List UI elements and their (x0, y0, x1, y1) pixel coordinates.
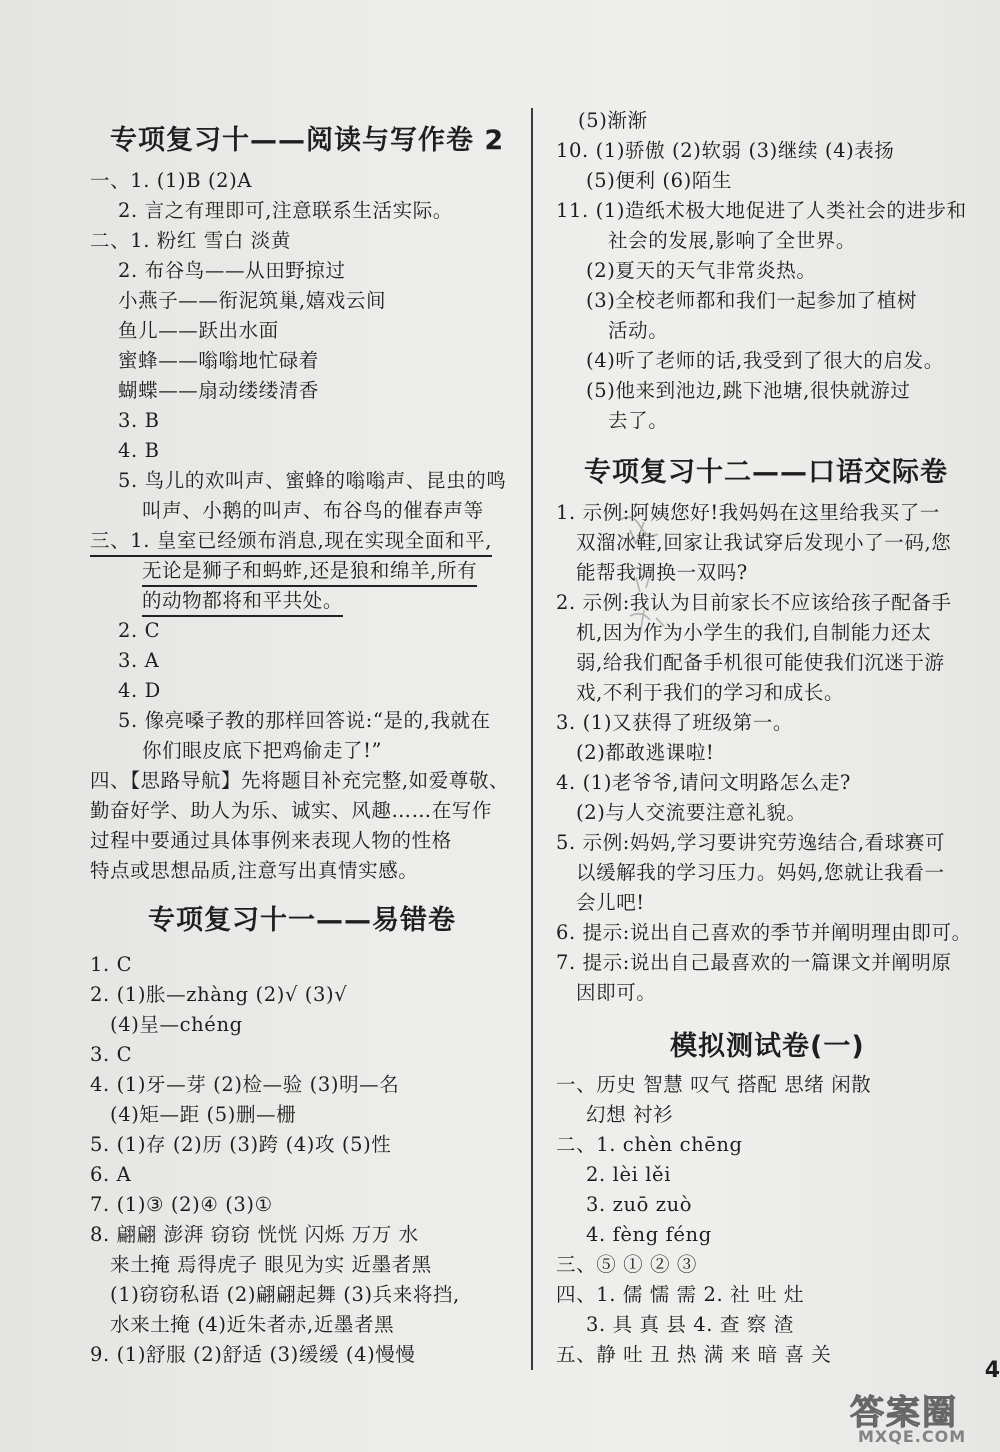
answer-line: 以缓解我的学习压力。妈妈,您就让我看一 (576, 861, 945, 884)
answer-line: 1. C (90, 953, 133, 976)
answer-line: 来土掩 焉得虎子 眼见为实 近墨者黑 (110, 1253, 432, 1276)
answer-line: 8. 翩翩 澎湃 窃窃 恍恍 闪烁 万万 水 (90, 1223, 419, 1246)
underlined-answer-line: 的动物都将和平共处。 (142, 588, 343, 617)
answer-line: 10. (1)骄傲 (2)软弱 (3)继续 (4)表扬 (556, 139, 895, 162)
answer-line: 5. 鸟儿的欢叫声、蜜蜂的嗡嗡声、昆虫的鸣 (118, 469, 507, 492)
section-10-title: 专项复习十——阅读与写作卷 2 (110, 125, 505, 156)
answer-line: 弱,给我们配备手机很可能使我们沉迷于游 (576, 651, 945, 674)
section-11-title: 专项复习十一——易错卷 (148, 905, 456, 936)
answer-line: 小燕子——衔泥筑巢,嬉戏云间 (118, 289, 387, 312)
answer-line: 3. (1)又获得了班级第一。 (556, 711, 793, 734)
answer-line: 6. A (90, 1163, 132, 1186)
answer-line: (3)全校老师都和我们一起参加了植树 (586, 289, 917, 312)
answer-line: 鱼儿——跃出水面 (118, 319, 279, 342)
answer-line: 2. 言之有理即可,注意联系生活实际。 (118, 199, 453, 222)
answer-line: 7. (1)③ (2)④ (3)① (90, 1193, 273, 1216)
answer-line: 机,因为作为小学生的我们,自制能力还太 (576, 621, 932, 644)
answer-line: 四、【思路导航】先将题目补充完整,如爱尊敬、 (90, 769, 510, 792)
answer-line: 幻想 衬衫 (586, 1103, 674, 1126)
watermark-sub-text: MXQE.COM (858, 1427, 967, 1446)
answer-line: 三、⑤ ① ② ③ (556, 1253, 697, 1276)
answer-line: 9. (1)舒服 (2)舒适 (3)缓缓 (4)慢慢 (90, 1343, 416, 1366)
answer-line: 过程中要通过具体事例来表现人物的性格 (90, 829, 452, 852)
mock-test-title: 模拟测试卷(一) (670, 1031, 865, 1062)
answer-line: 3. B (118, 409, 160, 432)
answer-line: (2)夏天的天气非常炎热。 (586, 259, 817, 282)
column-divider (531, 108, 533, 1370)
answer-line: 2. C (118, 619, 161, 642)
answer-line: 因即可。 (576, 981, 657, 1004)
answer-line: 勤奋好学、助人为乐、诚实、风趣……在写作 (90, 799, 493, 822)
answer-line: 2. lèi lěi (586, 1163, 672, 1186)
answer-line: (4)矩—距 (5)删—栅 (110, 1103, 297, 1126)
answer-line: 蜜蜂——嗡嗡地忙碌着 (118, 349, 320, 372)
answer-line: 4. D (118, 679, 161, 702)
answer-line: 4. fèng féng (586, 1223, 712, 1246)
answer-line: 3. zuō zuò (586, 1193, 693, 1216)
answer-line: 会儿吧! (576, 891, 645, 914)
answer-line: 3. A (118, 649, 160, 672)
answer-line: 二、1. 粉红 雪白 淡黄 (90, 229, 292, 252)
answer-line: 叫声、小鹅的叫声、布谷鸟的催春声等 (142, 499, 484, 522)
answer-line: (2)与人交流要注意礼貌。 (576, 801, 807, 824)
answer-line: (4)听了老师的话,我受到了很大的启发。 (586, 349, 944, 372)
answer-line: (5)渐渐 (578, 109, 648, 132)
answer-line: (5)便利 (6)陌生 (586, 169, 733, 192)
answer-line: 4. (1)老爷爷,请问文明路怎么走? (556, 771, 851, 794)
answer-line: 7. 提示:说出自己最喜欢的一篇课文并阐明原 (556, 951, 952, 974)
answer-line: 4. B (118, 439, 160, 462)
answer-line: 能帮我调换一双吗? (576, 561, 748, 584)
watermark-main-text: 答案圈 (850, 1393, 958, 1433)
answer-line: (1)窃窃私语 (2)翩翩起舞 (3)兵来将挡, (110, 1283, 460, 1306)
answer-line: 活动。 (608, 319, 669, 342)
answer-line: 双溜冰鞋,回家让我试穿后发现小了一码,您 (576, 531, 952, 554)
answer-line: 蝴蝶——扇动缕缕清香 (118, 379, 320, 402)
answer-line: 4. (1)牙—芽 (2)检—验 (3)明—名 (90, 1073, 400, 1096)
answer-line: 你们眼皮底下把鸡偷走了!” (142, 739, 383, 762)
answer-line: 11. (1)造纸术极大地促进了人类社会的进步和 (556, 199, 967, 222)
answer-line: 去了。 (608, 409, 669, 432)
answer-line: (5)他来到池边,跳下池塘,很快就游过 (586, 379, 911, 402)
section-12-title: 专项复习十二——口语交际卷 (584, 457, 948, 488)
answer-line: (2)都敢逃课啦! (576, 741, 715, 764)
answer-line: 5. (1)存 (2)历 (3)跨 (4)攻 (5)性 (90, 1133, 392, 1156)
answer-line: 5. 示例:妈妈,学习要讲究劳逸结合,看球赛可 (556, 831, 946, 854)
answer-line: 3. 具 真 县 4. 查 察 渣 (586, 1313, 794, 1336)
answer-line: 6. 提示:说出自己喜欢的季节并阐明理由即可。 (556, 921, 972, 944)
answer-line: 戏,不利于我们的学习和成长。 (576, 681, 845, 704)
answer-line: 2. 示例:我认为目前家长不应该给孩子配备手 (556, 591, 952, 614)
answer-line: 水来土掩 (4)近朱者赤,近墨者黑 (110, 1313, 395, 1336)
page-number: 4 (984, 1358, 1000, 1383)
answer-line: (4)呈—chéng (110, 1013, 243, 1036)
underlined-answer-line: 三、1. 皇室已经颁布消息,现在实现全面和平, (90, 528, 492, 557)
answer-line: 四、1. 儒 懦 需 2. 社 吐 灶 (556, 1283, 804, 1306)
answer-line: 3. C (90, 1043, 133, 1066)
answer-line: 5. 像亮嗓子教的那样回答说:“是的,我就在 (118, 709, 491, 732)
watermark-logo (850, 1385, 980, 1445)
underlined-answer-line: 无论是狮子和蚂蚱,还是狼和绵羊,所有 (142, 558, 477, 587)
answer-line: 一、历史 智慧 叹气 搭配 思绪 闲散 (556, 1073, 872, 1096)
answer-line: 2. (1)胀—zhàng (2)√ (3)√ (90, 983, 348, 1006)
answer-line: 一、1. (1)B (2)A (90, 169, 253, 192)
answer-line: 特点或思想品质,注意写出真情实感。 (90, 859, 419, 882)
answer-line: 1. 示例:阿姨您好!我妈妈在这里给我买了一 (556, 501, 940, 524)
answer-line: 五、静 吐 丑 热 满 来 暗 喜 关 (556, 1343, 832, 1366)
answer-line: 社会的发展,影响了全世界。 (608, 229, 856, 252)
answer-line: 二、1. chèn chēng (556, 1133, 743, 1156)
answer-line: 2. 布谷鸟——从田野掠过 (118, 259, 346, 282)
